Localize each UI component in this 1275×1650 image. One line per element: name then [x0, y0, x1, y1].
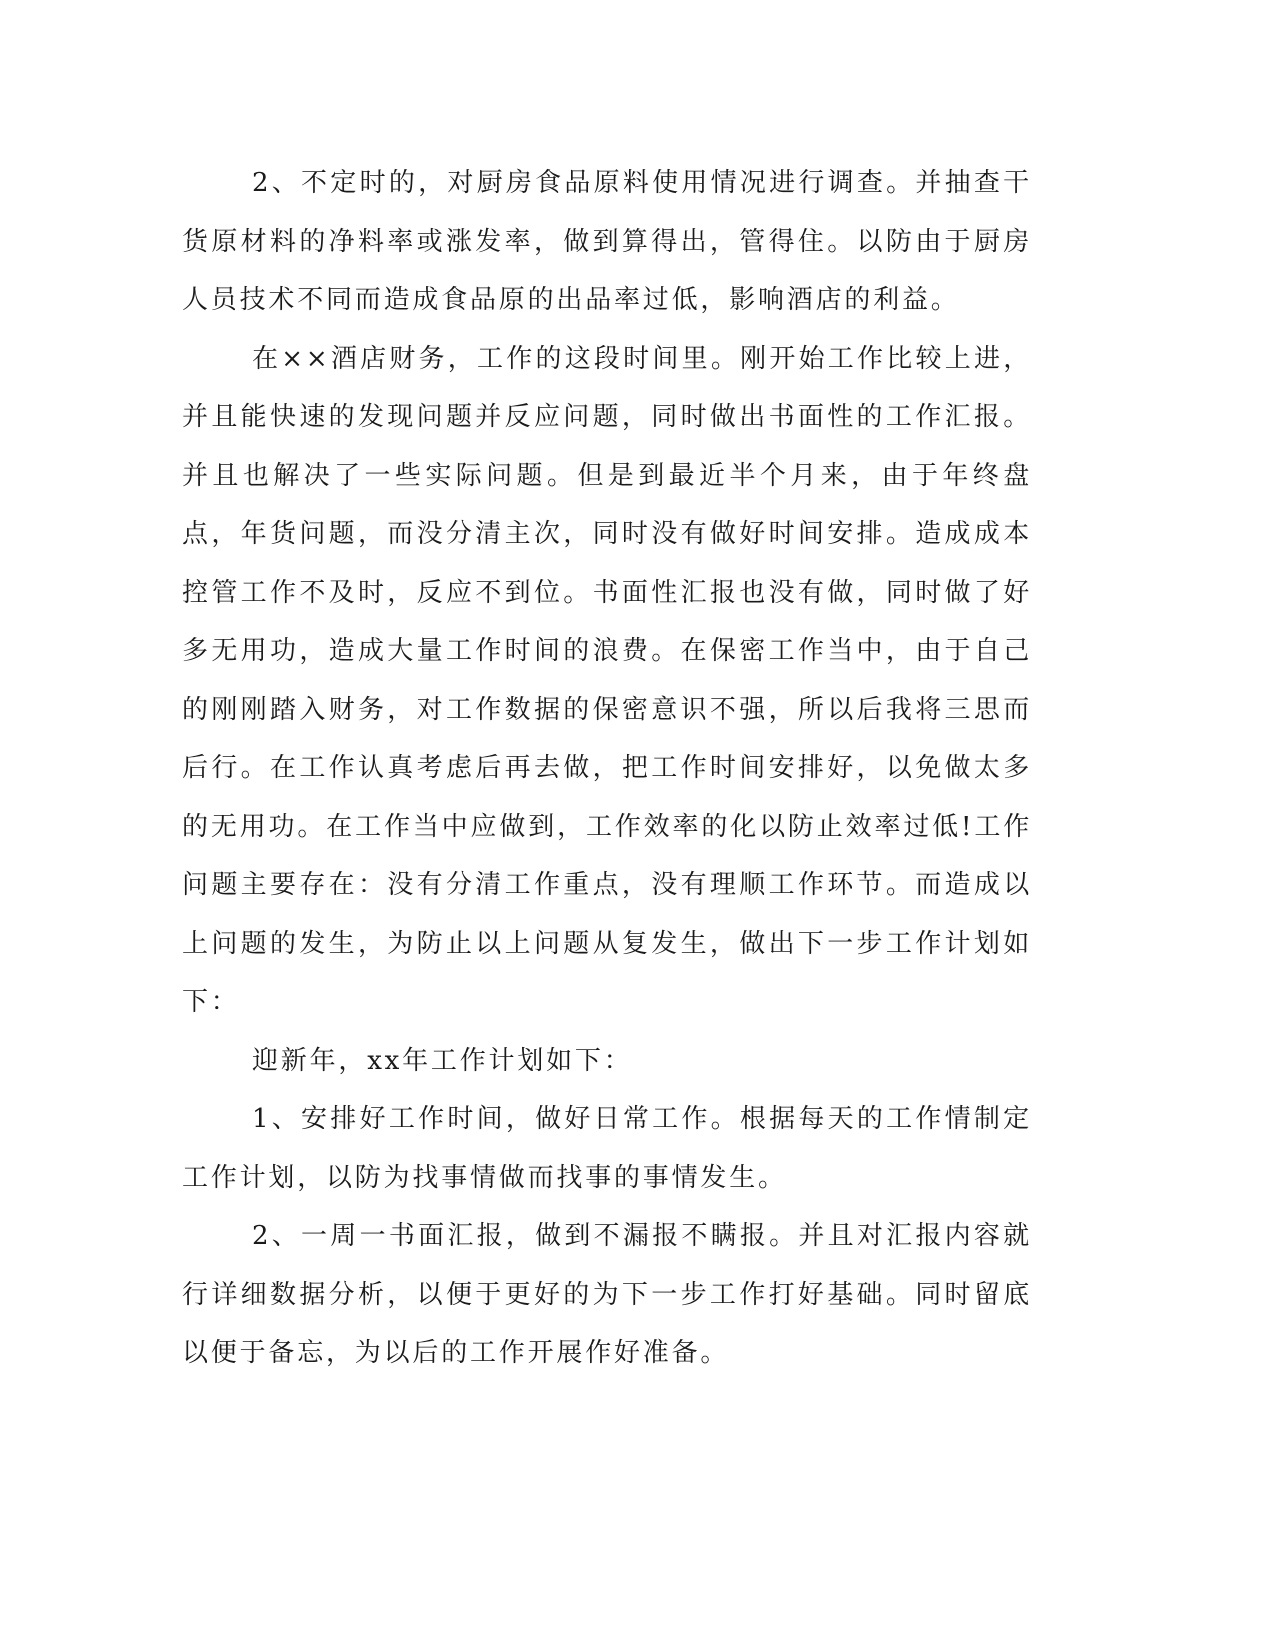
document-body [182, 154, 1032, 1383]
paragraph-work-review: 在××酒店财务，工作的这段时间里。刚开始工作比较上进，并且能快速的发现问题并反应问题，同时做出书面性的工作汇报。并且也解决了一些实际问题。但是到最近半个月来，由于年终盘点，年货问题，而没分清主次，同时没有做好时间安排。造成成本控管工作不及时，反应不到位。书面性汇报也没有做，同时做了好多无用功，造成大量工作时间的浪费。在保密工作当中，由于自己的刚刚踏入财务，对工作数据的保密意识不强，所以后我将三思而后行。在工作认真考虑后再去做，把工作时间安排好，以免做太多的无用功。在工作当中应做到，工作效率的化以防止效率过低!工作问题主要存在：没有分清工作重点，没有理顺工作环节。而造成以上问题的发生，为防止以上问题从复发生，做出下一步工作计划如下： [182, 343, 1032, 1017]
paragraph-plan-item-1: 1、安排好工作时间，做好日常工作。根据每天的工作情制定工作计划，以防为找事情做而找事的事情发生。 [182, 1104, 1032, 1193]
paragraph-plan-item-2: 2、一周一书面汇报，做到不漏报不瞒报。并且对汇报内容就行详细数据分析，以便于更好的为下一步工作打好基础。同时留底以便于备忘，为以后的工作开展作好准备。 [182, 1221, 1032, 1368]
paragraph-kitchen-inspection: 2、不定时的，对厨房食品原料使用情况进行调查。并抽查干货原材料的净料率或涨发率，做到算得出，管得住。以防由于厨房人员技术不同而造成食品原的出品率过低，影响酒店的利益。 [182, 168, 1032, 315]
paragraph-plan-heading: 迎新年，xx年工作计划如下： [252, 1045, 633, 1076]
